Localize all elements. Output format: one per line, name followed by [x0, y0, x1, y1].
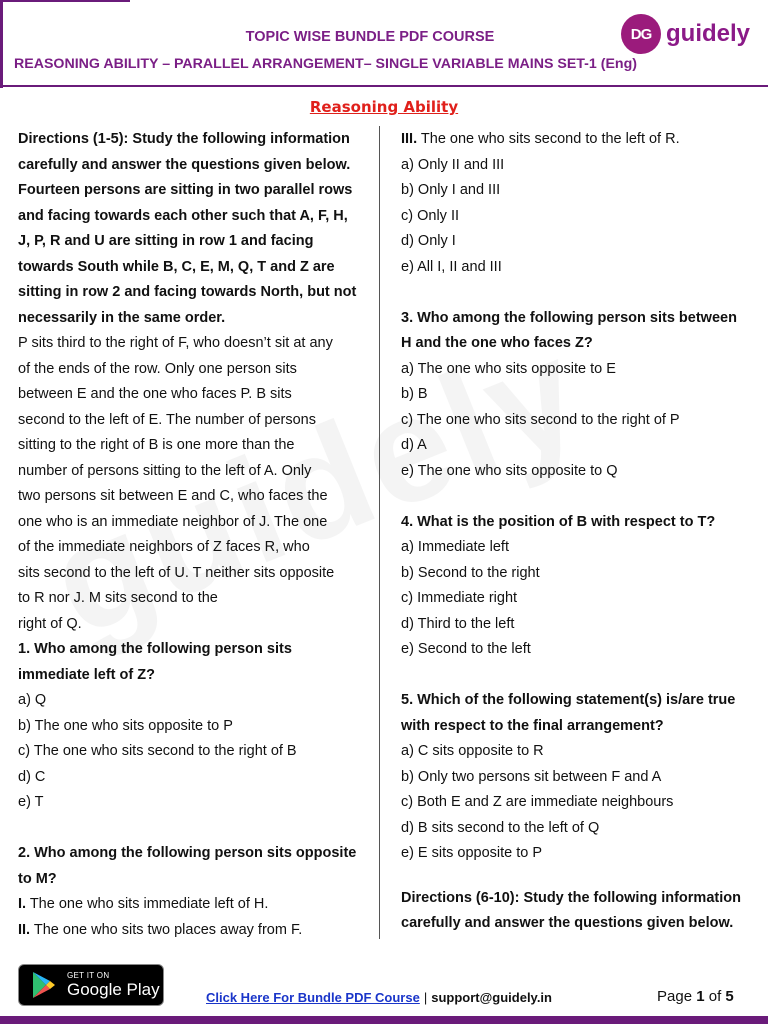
directions-line: sitting in row 2 and facing towards North, but not: [18, 284, 357, 300]
guidely-logo: [621, 14, 750, 54]
spacer: [401, 867, 751, 886]
google-play-large-label: Google Play: [67, 980, 160, 999]
question-5-option-d: d) B sits second to the left of Q: [401, 819, 600, 836]
question-4-option-e: e) Second to the left: [401, 641, 531, 657]
question-3-option-d: d) A: [401, 437, 427, 453]
question-2-statement-3: [401, 127, 751, 153]
google-play-icon: [31, 971, 57, 999]
question-5-option-e: e) E sits opposite to P: [401, 845, 543, 861]
footer-separator: |: [423, 990, 428, 1005]
question-3-option-b: b) B: [401, 386, 428, 402]
directions-line: necessarily in the same order.: [18, 309, 226, 326]
directions-line: towards South while B, C, E, M, Q, T and Z are: [18, 258, 335, 275]
section-title: Reasoning Ability: [309, 98, 459, 116]
question-3-text: H and the one who faces Z?: [401, 335, 593, 351]
passage-line: sits second to the left of U. T neither sits opposite: [18, 564, 335, 581]
question-2-statement-2: [18, 918, 362, 944]
passage-line: second to the left of E. The number of persons: [18, 411, 316, 428]
header-course-title: TOPIC WISE BUNDLE PDF COURSE: [245, 29, 495, 45]
spacer: [401, 484, 751, 510]
passage-line: of the ends of the row. Only one person sits: [18, 360, 297, 377]
page-prefix: Page: [657, 988, 693, 1005]
question-4-option-a: a) Immediate left: [401, 539, 509, 555]
passage-line: sitting to the right of B is one more than the: [18, 437, 295, 453]
question-4-option-b: b) Second to the right: [401, 564, 540, 581]
google-play-small-label: GET IT ON: [67, 971, 110, 980]
question-2-option-e: e) All I, II and III: [401, 258, 502, 275]
header-divider: [0, 85, 768, 87]
directions-line: carefully and answer the questions given below.: [401, 915, 734, 931]
logo-badge-icon: DG: [621, 14, 661, 54]
passage-line: of the immediate neighbors of Z faces R, who: [18, 539, 310, 555]
question-3-option-a: a) The one who sits opposite to E: [401, 360, 616, 377]
page-total: 5: [725, 988, 734, 1005]
header-topic-title: REASONING ABILITY – PARALLEL ARRANGEMENT– SINGLE VARIABLE MAINS SET-1 (Eng): [14, 56, 637, 72]
question-2-option-d: d) Only I: [401, 233, 456, 249]
google-play-badge-button[interactable]: [18, 964, 164, 1006]
spacer: [401, 280, 751, 306]
statement-number: III.: [401, 131, 418, 147]
question-4-text: 4. What is the position of B with respect to T?: [401, 513, 716, 530]
question-1-option-e: e) T: [18, 794, 44, 810]
question-2-text: 2. Who among the following person sits opposite: [18, 845, 357, 861]
directions-block: [18, 127, 362, 331]
directions-6-10: [401, 886, 751, 937]
support-email[interactable]: support@guidely.in: [431, 990, 552, 1005]
question-5-option-a: a) C sits opposite to R: [401, 743, 544, 759]
directions-line: and facing towards each other such that A, F, H,: [18, 207, 348, 224]
question-5: [401, 688, 751, 867]
question-2-option-c: c) Only II: [401, 207, 460, 224]
statement-text: The one who sits two places away from F.: [30, 921, 303, 938]
question-1-option-c: c) The one who sits second to the right of B: [18, 743, 297, 759]
question-3: [401, 306, 751, 485]
bundle-course-link[interactable]: Click Here For Bundle PDF Course: [206, 990, 420, 1005]
question-1-option-b: b) The one who sits opposite to P: [18, 717, 233, 734]
question-2-option-b: b) Only I and III: [401, 182, 501, 198]
question-3-option-c: c) The one who sits second to the right of P: [401, 411, 680, 428]
statement-number: II.: [18, 921, 31, 938]
passage-line: one who is an immediate neighbor of J. The one: [18, 513, 328, 530]
question-1: [18, 637, 362, 816]
question-1-text: immediate left of Z?: [18, 666, 155, 683]
passage-line: between E and the one who faces P. B sits: [18, 386, 292, 402]
passage-line: two persons sit between E and C, who faces the: [18, 488, 328, 504]
spacer: [401, 663, 751, 689]
directions-line: Directions (1-5): Study the following information: [18, 131, 350, 147]
question-4-option-d: d) Third to the left: [401, 615, 515, 632]
left-column: [18, 127, 362, 943]
statement-text: The one who sits immediate left of H.: [26, 896, 269, 912]
question-3-text: 3. Who among the following person sits between: [401, 309, 737, 326]
header-frame-top: [0, 0, 130, 2]
logo-text: guidely: [666, 20, 751, 47]
question-4: [401, 510, 751, 663]
question-2-continued: [401, 127, 751, 280]
passage-line: number of persons sitting to the left of A. Only: [18, 462, 312, 479]
directions-line: J, P, R and U are sitting in row 1 and facing: [18, 233, 314, 249]
footer-links: [206, 990, 552, 1005]
question-2-text: to M?: [18, 870, 57, 887]
right-column: [401, 127, 751, 937]
footer-divider: [0, 1016, 768, 1024]
page-of: of: [708, 988, 722, 1005]
statement-text: The one who sits second to the left of R.: [417, 131, 680, 147]
directions-line: Fourteen persons are sitting in two parallel rows: [18, 182, 353, 198]
question-4-option-c: c) Immediate right: [401, 590, 518, 606]
statement-number: I.: [18, 896, 27, 912]
passage-line: P sits third to the right of F, who doesn’t sit at any: [18, 335, 333, 351]
question-1-option-d: d) C: [18, 768, 46, 785]
page-current: 1: [696, 988, 705, 1005]
question-2-statement-1: [18, 892, 362, 918]
column-divider: [379, 126, 380, 939]
page-indicator: [657, 988, 734, 1005]
google-play-text: [67, 971, 160, 999]
question-3-option-e: e) The one who sits opposite to Q: [401, 462, 618, 479]
directions-line: Directions (6-10): Study the following information: [401, 889, 741, 906]
question-1-option-a: a) Q: [18, 692, 47, 708]
passage-line: to R nor J. M sits second to the: [18, 590, 218, 606]
question-5-option-c: c) Both E and Z are immediate neighbours: [401, 794, 674, 810]
passage-line: right of Q.: [18, 615, 82, 632]
directions-line: carefully and answer the questions given below.: [18, 156, 351, 173]
question-5-option-b: b) Only two persons sit between F and A: [401, 768, 662, 785]
question-2-option-a: a) Only II and III: [401, 156, 505, 173]
spacer: [18, 816, 362, 842]
question-5-text: 5. Which of the following statement(s) is/are true: [401, 692, 736, 708]
question-2: [18, 841, 362, 943]
passage-block: [18, 331, 362, 637]
question-1-text: 1. Who among the following person sits: [18, 641, 292, 657]
question-5-text: with respect to the final arrangement?: [401, 717, 664, 734]
